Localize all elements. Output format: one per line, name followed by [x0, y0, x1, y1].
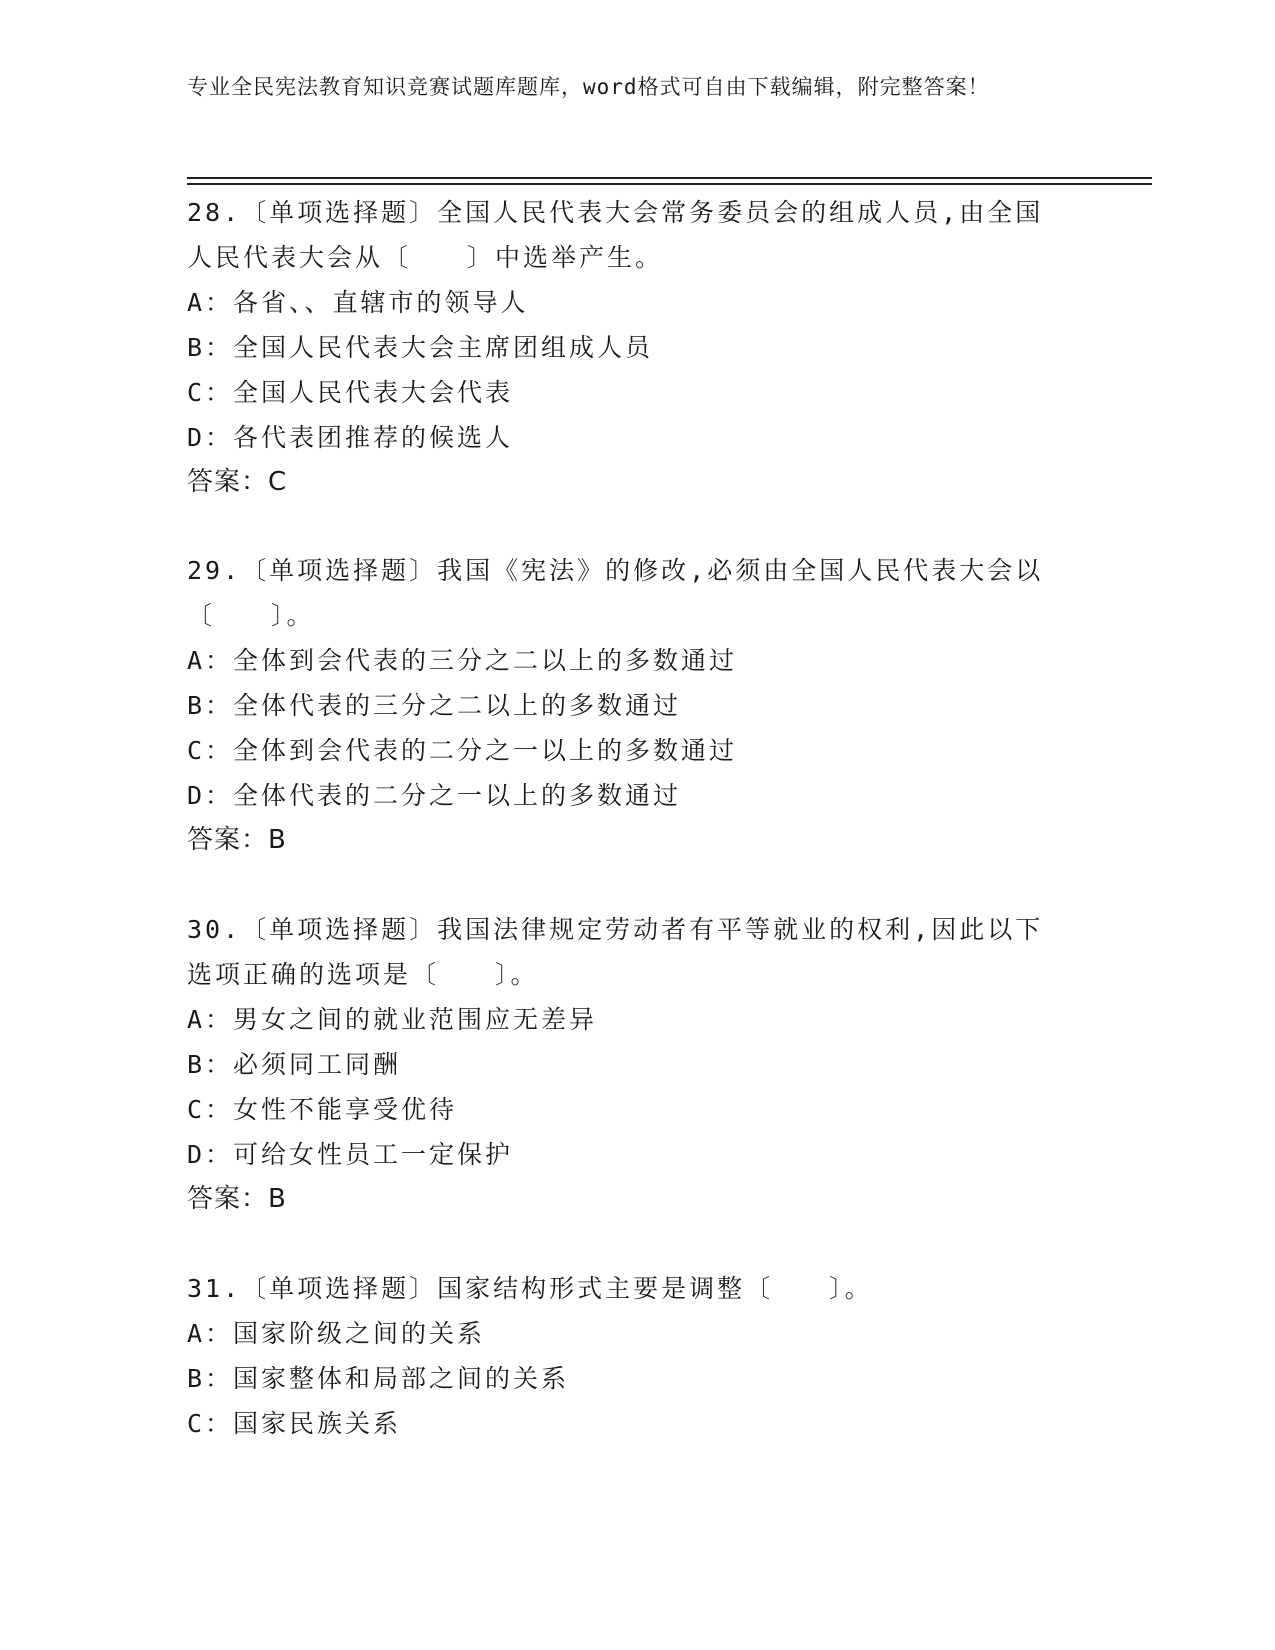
question-28 [187, 190, 1067, 505]
option-c: C：全体到会代表的二分之一以上的多数通过 [187, 736, 738, 765]
question-stem: 29.〔单项选择题〕我国《宪法》的修改,必须由全国人民代表大会以〔 〕。 [187, 556, 1044, 630]
question-stem: 30.〔单项选择题〕我国法律规定劳动者有平等就业的权利,因此以下选项正确的选项是〔 〕。 [187, 915, 1044, 989]
option-a: A：全体到会代表的三分之二以上的多数通过 [187, 646, 738, 675]
option-b: B：全体代表的三分之二以上的多数通过 [187, 691, 682, 720]
option-b: B：全国人民代表大会主席团组成人员 [187, 333, 654, 362]
document-header: 专业全民宪法教育知识竞赛试题库题库，word格式可自由下载编辑，附完整答案！ [187, 75, 990, 99]
answer: 答案：B [187, 1184, 287, 1214]
option-d: D：可给女性员工一定保护 [187, 1140, 514, 1169]
answer: 答案：B [187, 825, 287, 855]
header-divider-bottom [187, 183, 1152, 185]
option-b: B：国家整体和局部之间的关系 [187, 1364, 570, 1393]
option-c: C：国家民族关系 [187, 1409, 402, 1438]
header-divider-top [187, 177, 1152, 179]
question-stem: 28.〔单项选择题〕全国人民代表大会常务委员会的组成人员,由全国人民代表大会从〔 〕中选举产生。 [187, 198, 1044, 272]
option-d: D：各代表团推荐的候选人 [187, 423, 514, 452]
option-a: A：国家阶级之间的关系 [187, 1319, 486, 1348]
answer: 答案：C [187, 467, 288, 497]
option-a: A：男女之间的就业范围应无差异 [187, 1005, 598, 1034]
question-stem: 31.〔单项选择题〕国家结构形式主要是调整〔 〕。 [187, 1274, 873, 1303]
option-c: C：女性不能享受优待 [187, 1095, 458, 1124]
option-c: C：全国人民代表大会代表 [187, 378, 514, 407]
question-31 [187, 1266, 1067, 1446]
option-a: A：各省、、直辖市的领导人 [187, 288, 529, 317]
question-30 [187, 907, 1067, 1222]
option-d: D：全体代表的二分之一以上的多数通过 [187, 781, 682, 810]
question-29 [187, 548, 1067, 863]
option-b: B：必须同工同酬 [187, 1050, 402, 1079]
